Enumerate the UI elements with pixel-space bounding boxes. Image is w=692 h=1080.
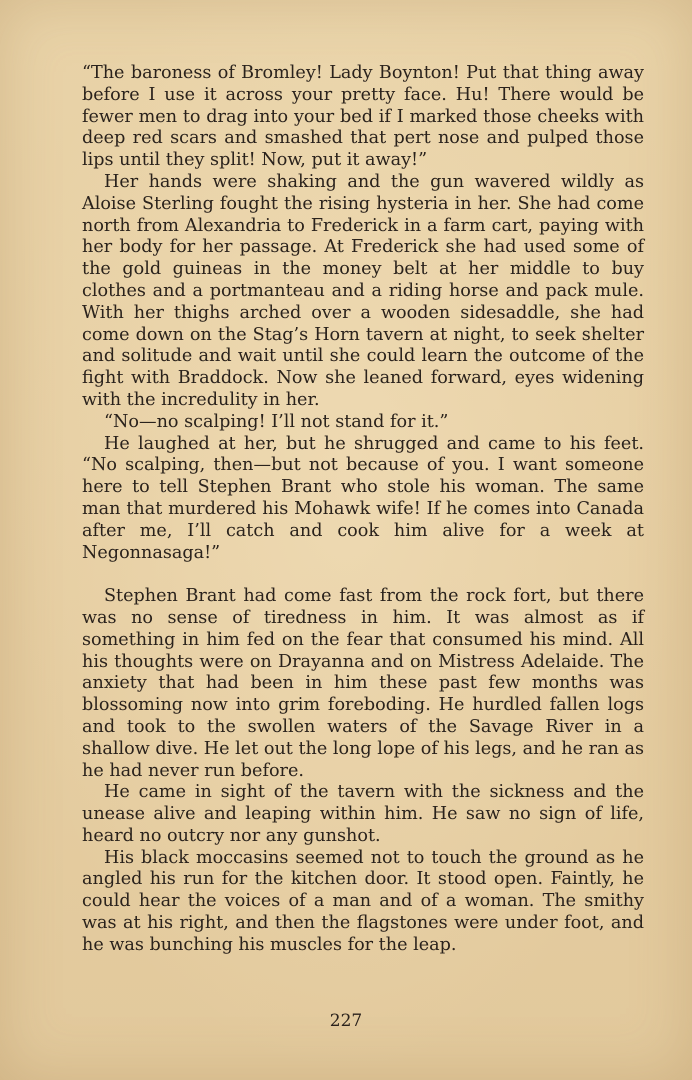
paragraph-stephen-brant: Stephen Brant had come fast from the rock fort, but there was no sense of tiredness in him. It was almost as if something in him fed on the fear that consumed his mind. All his thoughts were on Drayanna and on Mistress Adelaide. The anxiety that had been in him these past few months was blossoming now into grim foreboding. He hurdled fallen logs and took to the swollen waters of the Savage River in a shallow dive. He let out the long lope of his legs, and he ran as he had never run before. [82, 586, 644, 781]
page-number: 227 [329, 1011, 363, 1031]
body-text [82, 63, 644, 957]
paragraph-moccasins: His black moccasins seemed not to touch the ground as he angled his run for the kitchen door. It stood open. Faintly, he could hear the voices of a man and of a woman. The smithy was at his right, and then the flagstones were under foot, and he was bunching his muscles for the leap. [82, 847, 644, 955]
paragraph-no-scalping: “No—no scalping! I’ll not stand for it.” [104, 411, 449, 432]
paragraph-aloise-sterling: Her hands were shaking and the gun wavered wildly as Aloise Sterling fought the rising hysteria in her. She had come north from Alexandria to Frederick in a farm cart, paying with her body for her passage. At Frederick she had used some of the gold guineas in the money belt at her middle to buy clothes and a portmanteau and a riding horse and pack mule. With her thighs arched over a wooden sidesaddle, she had come down on the Stag’s Horn tavern at night, to seek shelter and solitude and wait until she could learn the outcome of the fight with Braddock. Now she leaned forward, eyes widening with the incredulity in her. [82, 171, 644, 410]
paragraph-tavern-sight: He came in sight of the tavern with the sickness and the unease alive and leaping within him. He saw no sign of life, heard no outcry nor any gunshot. [82, 782, 644, 846]
paragraph-he-laughed: He laughed at her, but he shrugged and came to his feet. “No scalping, then—but not because of you. I want someone here to tell Stephen Brant who stole his woman. The same man that murdered his Mohawk wife! If he comes into Canada after me, I’ll catch and cook him alive for a week at Negonnasaga!” [82, 433, 644, 563]
paragraph-dialogue-baroness: “The baroness of Bromley! Lady Boynton! Put that thing away before I use it across your pretty face. Hu! There would be fewer men to drag into your bed if I marked those cheeks with deep red scars and smashed that pert nose and pulped those lips until they split! Now, put it away!” [82, 63, 644, 171]
